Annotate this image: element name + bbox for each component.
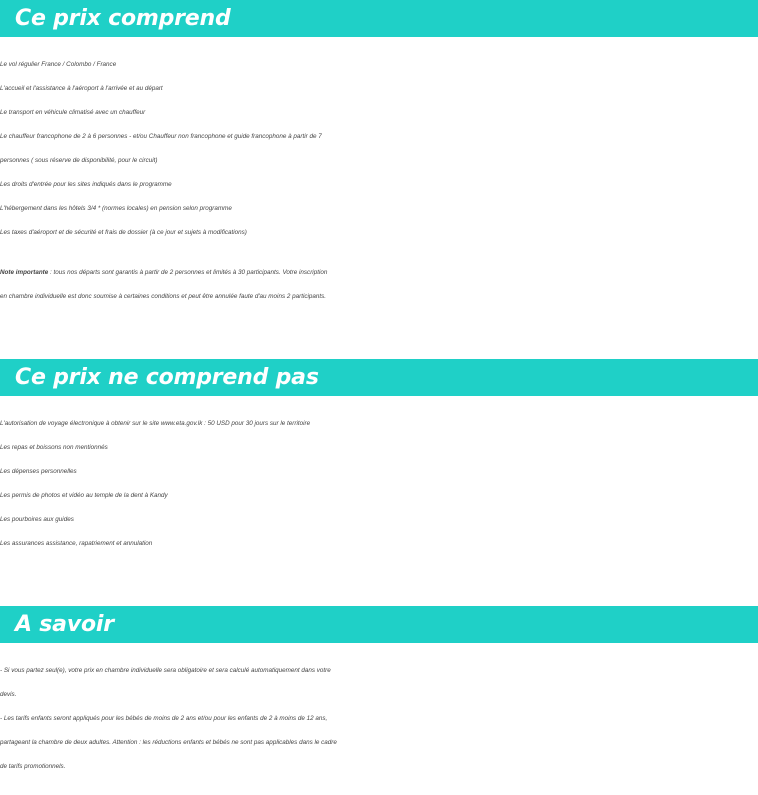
list-item: Les repas et boissons non mentionnés — [0, 444, 108, 451]
list-item: partageant la chambre de deux adultes. Attention : les réductions enfants et bébés ne sont pas applicables dans le cadre — [0, 739, 337, 746]
important-note — [0, 261, 758, 309]
list-item: Les assurances assistance, rapatriement et annulation — [0, 540, 153, 547]
list-item: personnes ( sous réserve de disponibilité, pour le circuit) — [0, 157, 158, 164]
note-text: : tous nos départs sont garantis à partir de 2 personnes et limités à 30 participants. Votre inscription — [48, 269, 328, 276]
to-know-list — [0, 659, 758, 779]
section-header-included — [0, 0, 758, 37]
section-title-to-know: A savoir — [15, 612, 114, 637]
section-header-to-know — [0, 606, 758, 643]
list-item: Les droits d'entrée pour les sites indiqués dans le programme — [0, 181, 172, 188]
list-item: devis. — [0, 691, 17, 698]
list-item: Le transport en véhicule climatisé avec un chauffeur — [0, 109, 146, 116]
list-item: Les taxes d'aéroport et de sécurité et frais de dossier (à ce jour et sujets à modifications) — [0, 229, 247, 236]
list-item: Les dépenses personnelles — [0, 468, 77, 475]
section-title-not-included: Ce prix ne comprend pas — [15, 365, 319, 390]
list-item: L'autorisation de voyage électronique à obtenir sur le site www.eta.gov.lk : 50 USD pour 30 jours sur le territoire — [0, 420, 311, 427]
not-included-list — [0, 412, 758, 556]
list-item: Le vol régulier France / Colombo / France — [0, 61, 117, 68]
list-item: L'accueil et l'assistance à l'aéroport à l'arrivée et au départ — [0, 85, 163, 92]
list-item: Les permis de photos et vidéo au temple de la dent à Kandy — [0, 492, 168, 499]
included-list — [0, 53, 758, 245]
section-title-included: Ce prix comprend — [15, 6, 231, 31]
list-item: de tarifs promotionnels. — [0, 763, 66, 770]
section-header-not-included — [0, 359, 758, 396]
list-item: - Si vous partez seul(e), votre prix en chambre individuelle sera obligatoire et sera calculé automatiquement dans votre — [0, 667, 331, 674]
list-item: - Les tarifs enfants seront appliqués pour les bébés de moins de 2 ans et/ou pour les enfants de 2 à moins de 12 ans, — [0, 715, 328, 722]
list-item: Le chauffeur francophone de 2 à 6 personnes - et/ou Chauffeur non francophone et guide francophone à partir de 7 — [0, 133, 322, 140]
list-item: L'hébergement dans les hôtels 3/4 * (normes locales) en pension selon programme — [0, 205, 232, 212]
list-item: Les pourboires aux guides — [0, 516, 74, 523]
note-label: Note importante — [0, 269, 49, 276]
note-text-continued: en chambre individuelle est donc soumise à certaines conditions et peut être annulée faute d'au moins 2 participants. — [0, 293, 327, 300]
